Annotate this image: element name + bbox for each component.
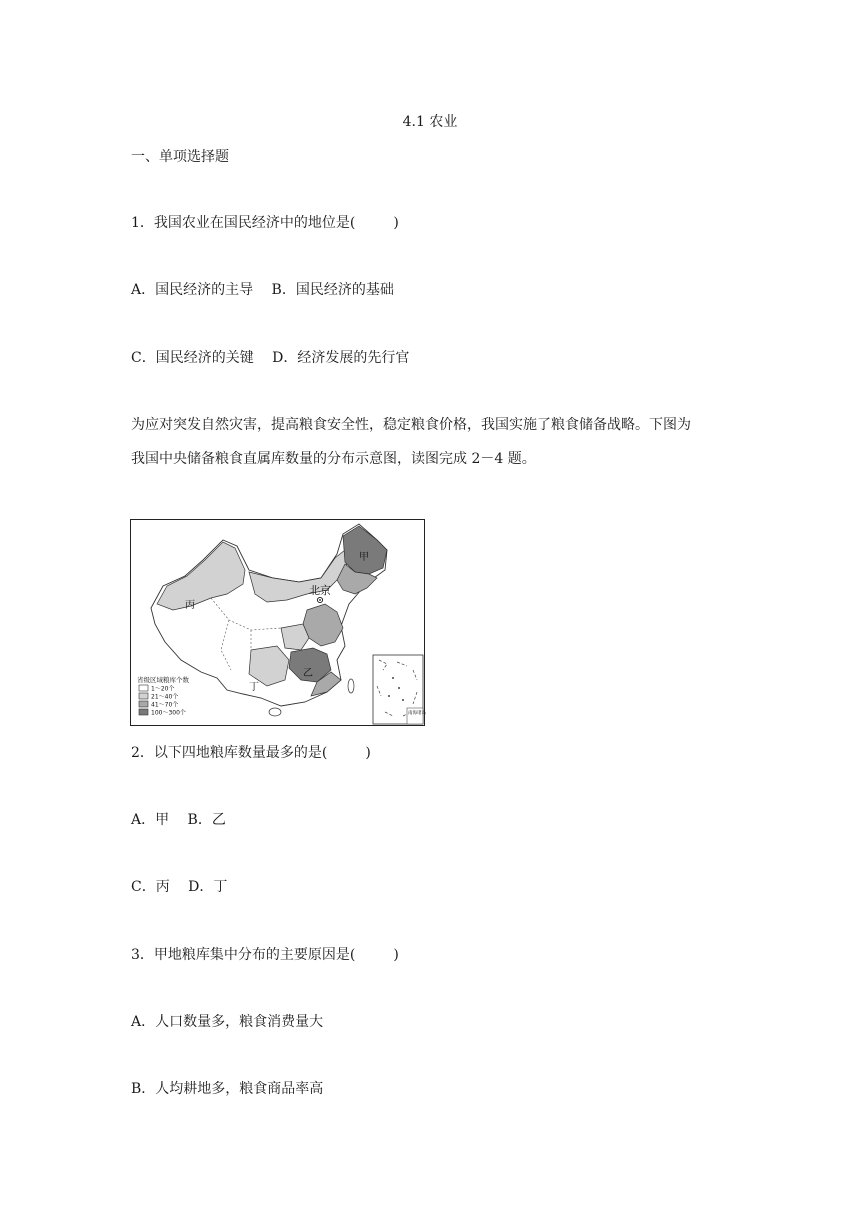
map-label-yi: 乙: [303, 668, 313, 679]
inset-label: 南海诸岛: [408, 711, 426, 716]
legend-item-4: 100～300个: [151, 709, 186, 717]
map-island-hainan: [269, 708, 281, 716]
question-2-options-ab: A．甲 B．乙: [131, 812, 226, 828]
map-region-jia: [343, 526, 387, 574]
map-label-ding: 丁: [249, 682, 259, 693]
question-1-options-ab: A．国民经济的主导 B．国民经济的基础: [131, 282, 394, 298]
legend-swatch-3: [139, 701, 148, 707]
legend: [139, 685, 186, 717]
question-1-close: ): [393, 215, 399, 231]
intro-paragraph: [131, 408, 731, 476]
question-2-close: ): [365, 745, 371, 761]
grain-depot-map: [130, 519, 425, 726]
question-2-stem: 2．以下四地粮库数量最多的是(: [131, 745, 328, 761]
legend-item-2: 21～40个: [151, 693, 179, 701]
legend-swatch-2: [139, 693, 148, 699]
legend-item-1: 1～20个: [151, 685, 175, 693]
legend-swatch-1: [139, 685, 148, 691]
intro-line-2: 我国中央储备粮食直属库数量的分布示意图，读图完成 2－4 题。: [131, 451, 536, 467]
legend-swatch-4: [139, 709, 148, 715]
question-1: [131, 214, 399, 232]
legend-title: 省级区域粮库个数: [137, 676, 189, 684]
page-title: 4.1 农业: [402, 114, 458, 130]
map-island-taiwan: [348, 679, 354, 693]
section-heading: 一、单项选择题: [131, 149, 229, 165]
question-1-stem: 1．我国农业在国民经济中的地位是(: [131, 215, 356, 231]
legend-item-3: 41～70个: [151, 701, 179, 709]
map-label-jia: 甲: [359, 552, 369, 563]
question-3-option-b: B．人均耕地多，粮食商品率高: [131, 1081, 324, 1097]
question-3-stem: 3．甲地粮库集中分布的主要原因是(: [131, 947, 356, 963]
question-1-options-cd: C．国民经济的关键 D．经济发展的先行官: [131, 350, 410, 366]
question-3: [131, 946, 399, 964]
south-china-sea-inset: [373, 655, 426, 724]
question-3-close: ): [393, 947, 399, 963]
question-2: [131, 744, 371, 762]
question-3-option-a: A．人口数量多，粮食消费量大: [131, 1014, 324, 1030]
map-label-beijing: 北京: [309, 584, 331, 597]
map-label-bing: 丙: [185, 600, 195, 611]
intro-line-1: 为应对突发自然灾害，提高粮食安全性，稳定粮食价格，我国实施了粮食储备战略。下图为: [131, 417, 691, 433]
question-2-options-cd: C．丙 D．丁: [131, 879, 228, 895]
